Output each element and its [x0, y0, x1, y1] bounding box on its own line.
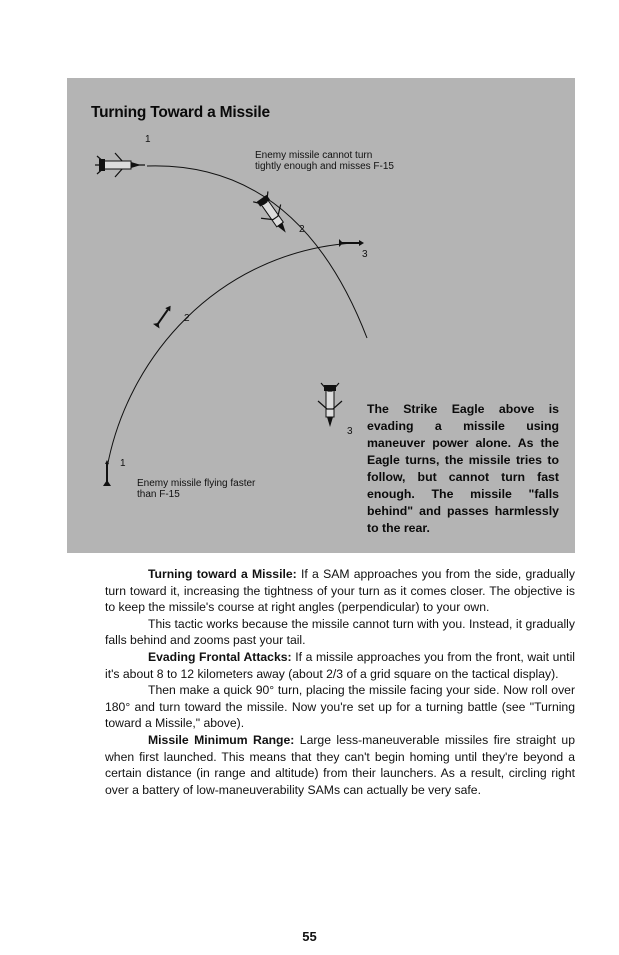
heading-evading-frontal-attacks: Evading Frontal Attacks: [148, 649, 292, 664]
jet-1-icon [95, 153, 145, 177]
paragraph-evading-frontal-attacks [105, 649, 575, 682]
heading-turning-toward-missile: Turning toward a Missile: [148, 567, 297, 581]
missile-3-icon [339, 239, 364, 247]
missile-1-label: 1 [120, 458, 126, 469]
paragraph-tactic-explanation [105, 616, 575, 649]
heading-missile-minimum-range: Missile Minimum Range: [148, 732, 295, 747]
text-evading-frontal-attacks: If a missile approaches you from the front, wait until it's about 8 to 12 kilometers away (about 2/3 of a grid square on the tactical display). [105, 649, 575, 681]
missile-flight-path [107, 243, 352, 468]
paragraph-missile-minimum-range [105, 732, 575, 798]
figure-caption: The Strike Eagle above is evading a missile using maneuver power alone. As the Eagle turns, the missile tries to follow, but cannot turn fast enough. The missile "falls behind" and passes harmlessly to the rear. [367, 402, 559, 535]
annotation-missile-faster: Enemy missile flying faster than F-15 [137, 478, 256, 500]
jet-1-label: 1 [145, 134, 151, 145]
text-turning-toward-missile: If a SAM approaches you from the side, gradually turn toward it, increasing the tightness of your turn as it comes closer. The objective is to keep the missile's course at right angles (perpendicular) to your own. [105, 567, 575, 615]
paragraph-quick-turn [105, 682, 575, 732]
missile-2-icon [153, 303, 174, 328]
body-text [105, 566, 575, 798]
figure-title: Turning Toward a Missile [91, 104, 270, 121]
text-missile-minimum-range: Large less-maneuverable missiles fire straight up when first launched. This means that they can't begin homing until they're beyond a certain distance (in range and altitude) from their launchers. As a result, circling right over a battery of low-maneuverability SAMs can actually be very safe. [105, 732, 575, 797]
missile-1-icon [103, 460, 111, 486]
missile-2-label: 2 [184, 313, 190, 324]
jet-2-label: 2 [299, 224, 305, 235]
text-quick-turn: Then make a quick 90° turn, placing the missile facing your side. Now roll over 180° and turn toward the missile. Now you're set up for a turning battle (see "Turning toward a Missile," above). [105, 683, 575, 731]
figure-panel [67, 78, 575, 553]
annotation-missile-misses: Enemy missile cannot turn tightly enough and misses F-15 [255, 150, 394, 172]
jet-flight-path [147, 166, 367, 338]
jet-3-label: 3 [347, 426, 353, 437]
jet-3-icon [318, 383, 342, 427]
page-number: 55 [302, 929, 317, 944]
text-tactic-explanation: This tactic works because the missile cannot turn with you. Instead, it gradually falls behind and zooms past your tail. [105, 616, 575, 648]
missile-3-label: 3 [362, 249, 368, 260]
paragraph-turning-toward-missile [105, 566, 575, 616]
jet-2-icon [251, 190, 296, 240]
